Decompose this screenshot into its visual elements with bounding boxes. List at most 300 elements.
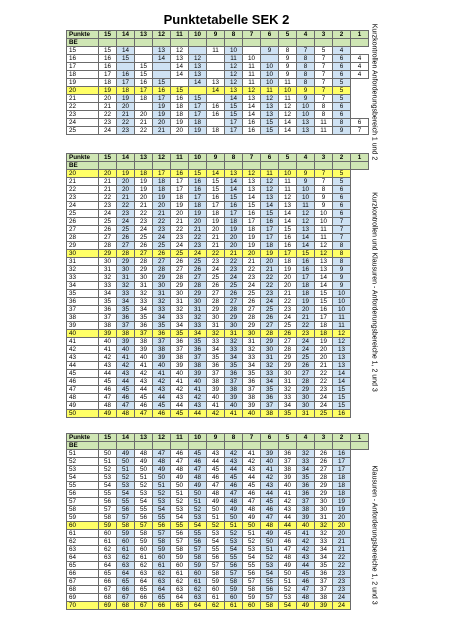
threshold-cell: 65: [135, 586, 153, 594]
threshold-cell: 30: [297, 394, 315, 402]
threshold-cell: 41: [171, 378, 189, 386]
be-value-cell: 65: [67, 562, 99, 570]
threshold-cell: 58: [243, 586, 261, 594]
threshold-cell: 37: [207, 370, 225, 378]
threshold-cell: 49: [261, 530, 279, 538]
threshold-cell: 26: [315, 450, 333, 458]
threshold-cell: 18: [171, 194, 189, 202]
threshold-cell: 15: [333, 386, 351, 394]
threshold-cell: 46: [261, 506, 279, 514]
table-row: [67, 402, 369, 410]
points-column-header: 9: [207, 31, 225, 39]
be-header-empty: [153, 442, 171, 450]
threshold-cell: 12: [225, 71, 243, 79]
table-row: [67, 570, 369, 578]
threshold-cell: 33: [153, 306, 171, 314]
be-header-empty: [351, 162, 369, 170]
threshold-cell: 24: [261, 298, 279, 306]
threshold-cell: 60: [135, 546, 153, 554]
threshold-cell: 11: [243, 79, 261, 87]
threshold-cell: 50: [99, 450, 117, 458]
table-row: [67, 514, 369, 522]
threshold-cell: 53: [171, 506, 189, 514]
table-row: [67, 530, 369, 538]
section-label-text: Kurzkontrollen Anforderungsbereich 1 und 2: [370, 23, 378, 161]
be-header-empty: [351, 442, 369, 450]
threshold-cell: 23: [189, 242, 207, 250]
threshold-cell: 15: [153, 79, 171, 87]
be-value-cell: 69: [67, 594, 99, 602]
be-header-empty: [279, 162, 297, 170]
threshold-cell: 45: [297, 570, 315, 578]
threshold-cell: 16: [171, 170, 189, 178]
points-column-header: 1: [351, 31, 369, 39]
threshold-cell: 14: [243, 194, 261, 202]
threshold-cell: 4: [351, 55, 369, 63]
threshold-cell: 48: [279, 554, 297, 562]
threshold-cell: 8: [333, 250, 351, 258]
threshold-cell: 40: [297, 522, 315, 530]
threshold-cell: 21: [261, 266, 279, 274]
threshold-cell: 17: [333, 458, 351, 466]
threshold-cell: 9: [297, 170, 315, 178]
threshold-cell: 52: [153, 490, 171, 498]
threshold-cell: 39: [225, 394, 243, 402]
threshold-cell: 47: [171, 458, 189, 466]
threshold-cell: 19: [297, 298, 315, 306]
threshold-cell: 28: [315, 474, 333, 482]
threshold-cell: 41: [225, 410, 243, 418]
threshold-cell: 54: [117, 490, 135, 498]
be-header-empty: [189, 162, 207, 170]
table-row: [67, 194, 369, 202]
threshold-cell: 12: [171, 47, 189, 55]
threshold-cell: 57: [261, 594, 279, 602]
threshold-cell: 13: [207, 79, 225, 87]
threshold-cell: 34: [315, 554, 333, 562]
be-value-cell: 40: [67, 330, 99, 338]
be-header-label: BE: [67, 162, 99, 170]
be-value-cell: 31: [67, 258, 99, 266]
points-table-section-2: [66, 153, 369, 418]
threshold-cell: 20: [117, 186, 135, 194]
table-row: [67, 594, 369, 602]
table-row: [67, 290, 369, 298]
threshold-cell: 41: [243, 450, 261, 458]
threshold-cell: 45: [135, 394, 153, 402]
points-column-header: 5: [279, 154, 297, 162]
table-row: [67, 322, 369, 330]
threshold-cell: 31: [225, 330, 243, 338]
threshold-cell: 20: [261, 258, 279, 266]
threshold-cell: [207, 95, 225, 103]
threshold-cell: 8: [333, 258, 351, 266]
threshold-cell: 26: [171, 258, 189, 266]
threshold-cell: 51: [117, 466, 135, 474]
threshold-cell: 40: [135, 354, 153, 362]
threshold-cell: 39: [261, 450, 279, 458]
threshold-cell: 67: [99, 586, 117, 594]
threshold-cell: 32: [261, 362, 279, 370]
threshold-cell: 65: [153, 594, 171, 602]
threshold-cell: 22: [315, 370, 333, 378]
points-column-header: 11: [171, 31, 189, 39]
be-header-row: [67, 162, 369, 170]
be-value-cell: 39: [67, 322, 99, 330]
table-row: [67, 370, 369, 378]
threshold-cell: 49: [207, 498, 225, 506]
threshold-cell: 59: [153, 546, 171, 554]
threshold-cell: 18: [243, 226, 261, 234]
points-column-header: 8: [225, 154, 243, 162]
threshold-cell: 48: [153, 458, 171, 466]
threshold-cell: 66: [135, 594, 153, 602]
threshold-cell: 17: [99, 71, 117, 79]
threshold-cell: 16: [279, 234, 297, 242]
threshold-cell: 30: [315, 506, 333, 514]
threshold-cell: 42: [207, 410, 225, 418]
be-header-empty: [243, 162, 261, 170]
threshold-cell: 57: [171, 538, 189, 546]
threshold-cell: 32: [189, 314, 207, 322]
threshold-cell: 30: [297, 402, 315, 410]
points-column-header: 15: [99, 31, 117, 39]
threshold-cell: 52: [225, 530, 243, 538]
threshold-cell: 18: [135, 170, 153, 178]
be-value-cell: 52: [67, 458, 99, 466]
threshold-cell: 12: [333, 338, 351, 346]
threshold-cell: 33: [189, 322, 207, 330]
threshold-cell: 61: [153, 562, 171, 570]
threshold-cell: 13: [333, 346, 351, 354]
threshold-cell: 22: [153, 218, 171, 226]
table-row: [67, 410, 369, 418]
threshold-cell: 18: [279, 258, 297, 266]
be-value-cell: 27: [67, 226, 99, 234]
threshold-cell: 17: [135, 87, 153, 95]
threshold-cell: 42: [135, 370, 153, 378]
threshold-cell: 59: [189, 562, 207, 570]
threshold-cell: 61: [99, 538, 117, 546]
be-header-empty: [189, 39, 207, 47]
threshold-cell: 49: [243, 514, 261, 522]
threshold-cell: 33: [207, 338, 225, 346]
threshold-cell: 41: [297, 530, 315, 538]
threshold-cell: 21: [207, 242, 225, 250]
threshold-cell: 57: [225, 570, 243, 578]
be-header-empty: [207, 39, 225, 47]
threshold-cell: 15: [225, 194, 243, 202]
points-header-row: [67, 31, 369, 39]
threshold-cell: 67: [135, 602, 153, 610]
threshold-cell: 20: [297, 306, 315, 314]
threshold-cell: 37: [117, 322, 135, 330]
threshold-cell: 50: [171, 482, 189, 490]
threshold-cell: 36: [297, 490, 315, 498]
threshold-cell: 53: [99, 474, 117, 482]
threshold-cell: 38: [117, 330, 135, 338]
threshold-cell: 28: [261, 330, 279, 338]
points-column-header: 9: [207, 434, 225, 442]
threshold-cell: 20: [225, 234, 243, 242]
threshold-cell: 17: [225, 119, 243, 127]
table-row: [67, 498, 369, 506]
threshold-cell: 38: [315, 594, 333, 602]
be-value-cell: 35: [67, 290, 99, 298]
threshold-cell: 16: [189, 186, 207, 194]
threshold-cell: 34: [207, 346, 225, 354]
threshold-cell: 39: [243, 402, 261, 410]
threshold-cell: 30: [117, 266, 135, 274]
threshold-cell: 15: [333, 402, 351, 410]
threshold-cell: 34: [189, 330, 207, 338]
threshold-cell: 64: [171, 594, 189, 602]
threshold-cell: 24: [153, 234, 171, 242]
threshold-cell: 9: [315, 202, 333, 210]
threshold-cell: 6: [333, 71, 351, 79]
threshold-cell: 50: [153, 474, 171, 482]
threshold-cell: 14: [207, 87, 225, 95]
threshold-cell: 11: [243, 63, 261, 71]
threshold-cell: 29: [99, 250, 117, 258]
threshold-cell: 35: [279, 410, 297, 418]
threshold-cell: 13: [243, 186, 261, 194]
threshold-cell: 36: [243, 378, 261, 386]
table-row: [67, 79, 369, 87]
threshold-cell: 18: [99, 79, 117, 87]
threshold-cell: 45: [189, 450, 207, 458]
points-column-header: 5: [279, 434, 297, 442]
threshold-cell: 27: [243, 306, 261, 314]
threshold-cell: 11: [297, 202, 315, 210]
threshold-cell: 38: [153, 346, 171, 354]
be-value-cell: 55: [67, 482, 99, 490]
points-column-header: 14: [117, 31, 135, 39]
threshold-cell: 16: [225, 202, 243, 210]
threshold-cell: 28: [153, 266, 171, 274]
threshold-cell: 19: [117, 170, 135, 178]
threshold-cell: 51: [99, 458, 117, 466]
threshold-cell: 21: [99, 178, 117, 186]
threshold-cell: 24: [297, 338, 315, 346]
threshold-cell: 54: [135, 498, 153, 506]
threshold-cell: 61: [207, 594, 225, 602]
be-value-cell: 54: [67, 474, 99, 482]
threshold-cell: 44: [207, 458, 225, 466]
threshold-cell: 43: [153, 386, 171, 394]
threshold-cell: 12: [261, 178, 279, 186]
threshold-cell: 30: [207, 314, 225, 322]
points-column-header: 1: [351, 154, 369, 162]
threshold-cell: 47: [99, 394, 117, 402]
threshold-cell: 16: [243, 127, 261, 135]
threshold-cell: 28: [135, 258, 153, 266]
threshold-cell: 13: [315, 266, 333, 274]
threshold-cell: 11: [207, 47, 225, 55]
threshold-cell: 19: [153, 103, 171, 111]
threshold-cell: 39: [99, 330, 117, 338]
threshold-cell: 31: [297, 410, 315, 418]
threshold-cell: 32: [135, 290, 153, 298]
threshold-cell: 15: [261, 119, 279, 127]
threshold-cell: 48: [297, 594, 315, 602]
threshold-cell: 21: [117, 111, 135, 119]
threshold-cell: 44: [243, 474, 261, 482]
threshold-cell: 8: [297, 63, 315, 71]
points-column-header: 12: [153, 434, 171, 442]
threshold-cell: 19: [225, 226, 243, 234]
threshold-cell: 48: [207, 490, 225, 498]
threshold-cell: 11: [279, 186, 297, 194]
threshold-cell: 47: [243, 498, 261, 506]
threshold-cell: 25: [207, 274, 225, 282]
threshold-cell: 30: [171, 290, 189, 298]
threshold-cell: 46: [117, 394, 135, 402]
threshold-cell: 38: [135, 338, 153, 346]
threshold-cell: 37: [135, 330, 153, 338]
threshold-cell: 42: [261, 474, 279, 482]
threshold-cell: 35: [171, 330, 189, 338]
threshold-cell: 15: [243, 202, 261, 210]
threshold-cell: 7: [315, 55, 333, 63]
threshold-cell: 10: [279, 87, 297, 95]
threshold-cell: 52: [171, 498, 189, 506]
table-row: [67, 466, 369, 474]
threshold-cell: 30: [225, 322, 243, 330]
threshold-cell: 42: [153, 378, 171, 386]
threshold-cell: 17: [207, 202, 225, 210]
table-row: [67, 450, 369, 458]
be-header-empty: [315, 39, 333, 47]
table-row: [67, 103, 369, 111]
threshold-cell: 36: [117, 314, 135, 322]
threshold-cell: 15: [207, 186, 225, 194]
points-column-header: 4: [297, 434, 315, 442]
table-row: [67, 386, 369, 394]
threshold-cell: 34: [135, 306, 153, 314]
threshold-cell: 5: [333, 95, 351, 103]
threshold-cell: 66: [117, 586, 135, 594]
be-value-cell: 70: [67, 602, 99, 610]
threshold-cell: 26: [225, 290, 243, 298]
threshold-cell: 16: [207, 111, 225, 119]
threshold-cell: 42: [297, 538, 315, 546]
threshold-cell: 27: [297, 370, 315, 378]
be-value-cell: 22: [67, 186, 99, 194]
threshold-cell: 50: [135, 466, 153, 474]
table-row: [67, 226, 369, 234]
threshold-cell: 8: [315, 186, 333, 194]
threshold-cell: 14: [189, 79, 207, 87]
table-row: [67, 538, 369, 546]
be-header-row: [67, 442, 369, 450]
threshold-cell: 18: [297, 290, 315, 298]
threshold-cell: 30: [99, 258, 117, 266]
threshold-cell: 14: [171, 71, 189, 79]
threshold-cell: 37: [99, 314, 117, 322]
threshold-cell: 20: [333, 530, 351, 538]
be-value-cell: 47: [67, 386, 99, 394]
threshold-cell: 53: [279, 594, 297, 602]
threshold-cell: 32: [225, 338, 243, 346]
be-value-cell: 66: [67, 570, 99, 578]
threshold-cell: 35: [135, 314, 153, 322]
points-table-section-1: [66, 30, 369, 135]
threshold-cell: 5: [315, 47, 333, 55]
be-value-cell: 46: [67, 378, 99, 386]
points-column-header: 13: [135, 31, 153, 39]
threshold-cell: 41: [279, 490, 297, 498]
threshold-cell: 61: [189, 578, 207, 586]
threshold-cell: 45: [207, 466, 225, 474]
threshold-cell: 19: [207, 218, 225, 226]
threshold-cell: 23: [261, 290, 279, 298]
threshold-cell: 19: [189, 210, 207, 218]
threshold-cell: 57: [189, 546, 207, 554]
threshold-cell: 29: [135, 266, 153, 274]
threshold-cell: 22: [135, 127, 153, 135]
threshold-cell: [207, 55, 225, 63]
threshold-cell: 35: [225, 362, 243, 370]
threshold-cell: 60: [117, 538, 135, 546]
threshold-cell: 26: [117, 234, 135, 242]
threshold-cell: 4: [333, 47, 351, 55]
points-header-label: Punkte: [67, 154, 99, 162]
threshold-cell: 11: [315, 127, 333, 135]
threshold-cell: 23: [207, 258, 225, 266]
threshold-cell: 57: [243, 578, 261, 586]
threshold-cell: 57: [135, 522, 153, 530]
threshold-cell: 4: [351, 71, 369, 79]
be-header-empty: [117, 39, 135, 47]
threshold-cell: 10: [243, 55, 261, 63]
threshold-cell: 13: [261, 111, 279, 119]
threshold-cell: 16: [261, 218, 279, 226]
be-value-cell: 18: [67, 71, 99, 79]
threshold-cell: 39: [207, 386, 225, 394]
be-header-empty: [117, 442, 135, 450]
threshold-cell: 23: [243, 274, 261, 282]
threshold-cell: 26: [279, 330, 297, 338]
be-value-cell: 25: [67, 210, 99, 218]
threshold-cell: 25: [243, 290, 261, 298]
threshold-cell: 16: [243, 119, 261, 127]
threshold-cell: 45: [99, 378, 117, 386]
be-header-empty: [207, 442, 225, 450]
threshold-cell: 21: [189, 226, 207, 234]
threshold-cell: 11: [315, 226, 333, 234]
threshold-cell: 13: [297, 119, 315, 127]
threshold-cell: 20: [333, 514, 351, 522]
threshold-cell: 8: [333, 242, 351, 250]
points-column-header: 13: [135, 434, 153, 442]
table-row: [67, 87, 369, 95]
threshold-cell: 47: [189, 466, 207, 474]
threshold-cell: 39: [135, 346, 153, 354]
be-value-cell: 16: [67, 55, 99, 63]
threshold-cell: 16: [207, 194, 225, 202]
threshold-cell: 59: [207, 578, 225, 586]
threshold-cell: [207, 71, 225, 79]
threshold-cell: 27: [261, 322, 279, 330]
threshold-cell: 13: [297, 127, 315, 135]
threshold-cell: 29: [117, 258, 135, 266]
threshold-cell: 29: [261, 338, 279, 346]
threshold-cell: 35: [243, 370, 261, 378]
threshold-cell: 20: [135, 111, 153, 119]
threshold-cell: 25: [279, 322, 297, 330]
threshold-cell: 22: [333, 554, 351, 562]
